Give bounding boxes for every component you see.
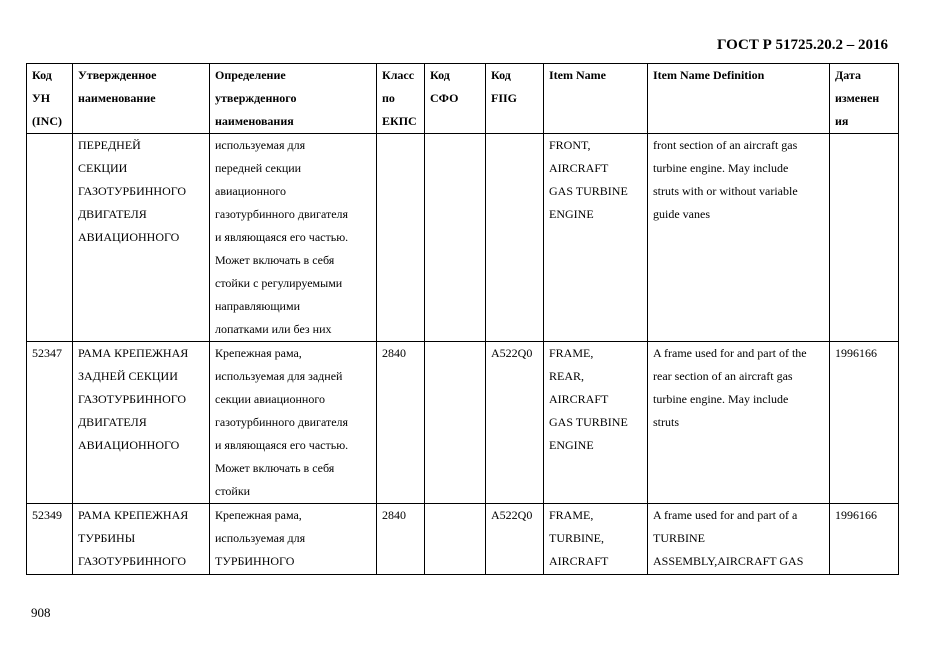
- col-header-date: Дата изменен ия: [830, 64, 899, 134]
- cell-date: 1996166: [830, 504, 899, 575]
- cell-class: [377, 134, 425, 342]
- cell-approved-name: РАМА КРЕПЕЖНАЯ ЗАДНЕЙ СЕКЦИИ ГАЗОТУРБИННОГО ДВИГАТЕЛЯ АВИАЦИОННОГО: [73, 342, 210, 504]
- classifier-table: [26, 63, 899, 575]
- table-row: [27, 134, 899, 342]
- cell-definition: Крепежная рама, используемая для ТУРБИННОГО: [210, 504, 377, 575]
- cell-date: [830, 134, 899, 342]
- cell-class: 2840: [377, 504, 425, 575]
- col-header-approved-name: Утвержденное наименование: [73, 64, 210, 134]
- cell-item-definition: A frame used for and part of a TURBINE ASSEMBLY,AIRCRAFT GAS: [648, 504, 830, 575]
- cell-approved-name: ПЕРЕДНЕЙ СЕКЦИИ ГАЗОТУРБИННОГО ДВИГАТЕЛЯ АВИАЦИОННОГО: [73, 134, 210, 342]
- col-header-item-name: Item Name: [544, 64, 648, 134]
- cell-item-name: FRAME, REAR, AIRCRAFT GAS TURBINE ENGINE: [544, 342, 648, 504]
- cell-fiig: [486, 134, 544, 342]
- cell-approved-name: РАМА КРЕПЕЖНАЯ ТУРБИНЫ ГАЗОТУРБИННОГО: [73, 504, 210, 575]
- cell-definition: используемая для передней секции авиационного газотурбинного двигателя и являющаяся его частью. Может включать в себя стойки с регулируемыми направляющими лопатками или без них: [210, 134, 377, 342]
- cell-item-name: FRAME, TURBINE, AIRCRAFT: [544, 504, 648, 575]
- page-number: 908: [31, 605, 51, 620]
- col-header-fiig: Код FIIG: [486, 64, 544, 134]
- col-header-item-definition: Item Name Definition: [648, 64, 830, 134]
- col-header-code: Код УН (INC): [27, 64, 73, 134]
- col-header-sfo: Код СФО: [425, 64, 486, 134]
- cell-fiig: A522Q0: [486, 504, 544, 575]
- cell-code: 52349: [27, 504, 73, 575]
- cell-sfo: [425, 134, 486, 342]
- col-header-class: Класс по ЕКПС: [377, 64, 425, 134]
- cell-fiig: A522Q0: [486, 342, 544, 504]
- cell-date: 1996166: [830, 342, 899, 504]
- cell-code: 52347: [27, 342, 73, 504]
- table-row: [27, 342, 899, 504]
- document-code: ГОСТ Р 51725.20.2 – 2016: [716, 37, 888, 53]
- table-header-row: [27, 64, 899, 134]
- cell-sfo: [425, 504, 486, 575]
- cell-class: 2840: [377, 342, 425, 504]
- cell-item-definition: front section of an aircraft gas turbine engine. May include struts with or without variable guide vanes: [648, 134, 830, 342]
- cell-sfo: [425, 342, 486, 504]
- table-row: [27, 504, 899, 575]
- cell-item-name: FRONT, AIRCRAFT GAS TURBINE ENGINE: [544, 134, 648, 342]
- cell-item-definition: A frame used for and part of the rear section of an aircraft gas turbine engine. May include struts: [648, 342, 830, 504]
- cell-definition: Крепежная рама, используемая для задней секции авиационного газотурбинного двигателя и являющаяся его частью. Может включать в себя стойки: [210, 342, 377, 504]
- col-header-definition: Определение утвержденного наименования: [210, 64, 377, 134]
- cell-code: [27, 134, 73, 342]
